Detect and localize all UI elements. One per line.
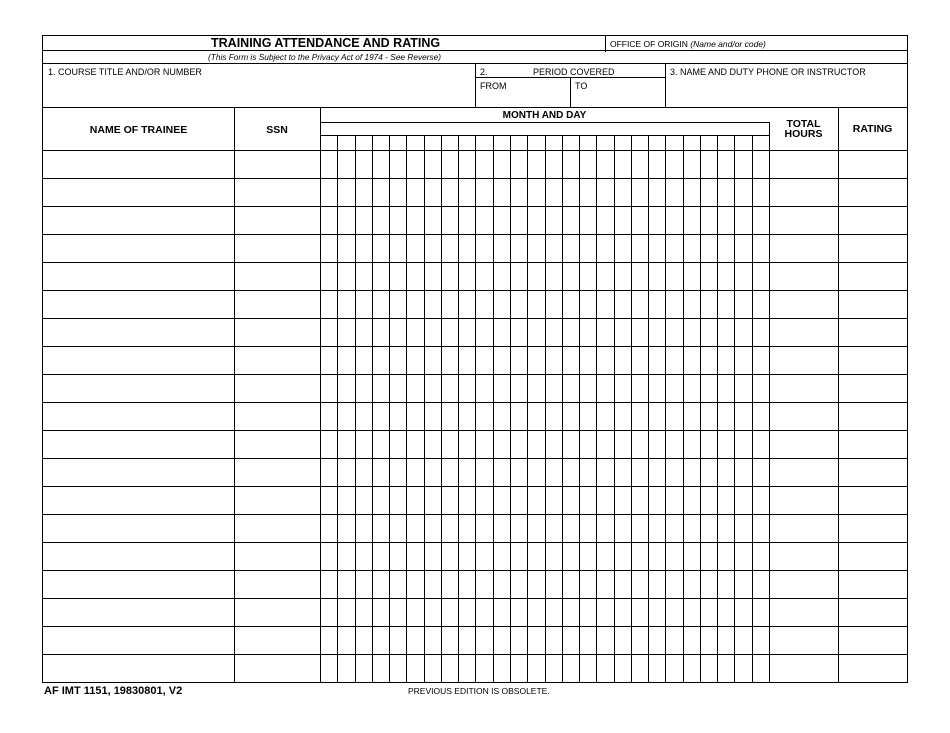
total-hours-header: TOTAL HOURS (784, 118, 823, 140)
trainee-name-cell[interactable] (44, 263, 234, 290)
trainee-name-cell[interactable] (44, 599, 234, 626)
trainee-name-cell[interactable] (44, 571, 234, 598)
rating-cell[interactable] (839, 151, 907, 178)
trainee-ssn-cell[interactable] (235, 375, 320, 402)
trainee-name-cell[interactable] (44, 403, 234, 430)
total-hours-cell[interactable] (770, 571, 838, 598)
trainee-name-cell[interactable] (44, 347, 234, 374)
trainee-ssn-cell[interactable] (235, 263, 320, 290)
rating-cell[interactable] (839, 179, 907, 206)
trainee-ssn-cell[interactable] (235, 403, 320, 430)
rating-header: RATING (852, 123, 893, 135)
rating-cell[interactable] (839, 207, 907, 234)
trainee-name-cell[interactable] (44, 515, 234, 542)
training-attendance-form (42, 35, 908, 683)
trainee-name-cell[interactable] (44, 207, 234, 234)
total-hours-cell[interactable] (770, 487, 838, 514)
total-hours-cell[interactable] (770, 655, 838, 682)
rating-cell[interactable] (839, 403, 907, 430)
from-label: FROM (480, 81, 507, 91)
trainee-ssn-cell[interactable] (235, 655, 320, 682)
trainee-name-cell[interactable] (44, 627, 234, 654)
trainee-ssn-cell[interactable] (235, 347, 320, 374)
rating-cell[interactable] (839, 459, 907, 486)
trainee-name-cell[interactable] (44, 235, 234, 262)
total-hours-cell[interactable] (770, 627, 838, 654)
rating-cell[interactable] (839, 347, 907, 374)
total-hours-cell[interactable] (770, 263, 838, 290)
rating-cell[interactable] (839, 627, 907, 654)
trainee-ssn-cell[interactable] (235, 543, 320, 570)
rating-cell[interactable] (839, 291, 907, 318)
trainee-ssn-cell[interactable] (235, 151, 320, 178)
total-hours-cell[interactable] (770, 291, 838, 318)
trainee-name-cell[interactable] (44, 151, 234, 178)
total-hours-cell[interactable] (770, 543, 838, 570)
trainee-name-cell[interactable] (44, 375, 234, 402)
rating-cell[interactable] (839, 571, 907, 598)
trainee-ssn-cell[interactable] (235, 487, 320, 514)
total-hours-cell[interactable] (770, 151, 838, 178)
month-and-day-header: MONTH AND DAY (502, 110, 587, 121)
rating-cell[interactable] (839, 487, 907, 514)
total-hours-cell[interactable] (770, 179, 838, 206)
rating-cell[interactable] (839, 263, 907, 290)
trainee-ssn-cell[interactable] (235, 571, 320, 598)
total-hours-cell[interactable] (770, 319, 838, 346)
trainee-ssn-cell[interactable] (235, 515, 320, 542)
rating-cell[interactable] (839, 431, 907, 458)
trainee-ssn-cell[interactable] (235, 319, 320, 346)
total-hours-cell[interactable] (770, 235, 838, 262)
total-hours-cell[interactable] (770, 515, 838, 542)
trainee-name-cell[interactable] (44, 487, 234, 514)
privacy-note: (This Form is Subject to the Privacy Act of 1974 - See Reverse) (208, 52, 442, 62)
total-hours-cell[interactable] (770, 403, 838, 430)
trainee-name-cell[interactable] (44, 431, 234, 458)
edition-note: PREVIOUS EDITION IS OBSOLETE. (408, 686, 550, 696)
rating-cell[interactable] (839, 319, 907, 346)
rating-cell[interactable] (839, 235, 907, 262)
form-id: AF IMT 1151, 19830801, V2 (44, 685, 183, 697)
rating-cell[interactable] (839, 655, 907, 682)
trainee-ssn-cell[interactable] (235, 207, 320, 234)
trainee-name-cell[interactable] (44, 291, 234, 318)
name-of-trainee-header: NAME OF TRAINEE (89, 124, 188, 136)
rating-cell[interactable] (839, 375, 907, 402)
total-hours-cell[interactable] (770, 207, 838, 234)
rating-cell[interactable] (839, 515, 907, 542)
office-of-origin-label: OFFICE OF ORIGIN (Name and/or code) (610, 39, 766, 49)
ssn-header: SSN (266, 124, 288, 136)
trainee-ssn-cell[interactable] (235, 459, 320, 486)
instructor-label: 3. NAME AND DUTY PHONE OR INSTRUCTOR (670, 67, 866, 77)
trainee-name-cell[interactable] (44, 179, 234, 206)
trainee-ssn-cell[interactable] (235, 235, 320, 262)
total-hours-cell[interactable] (770, 431, 838, 458)
total-hours-cell[interactable] (770, 347, 838, 374)
form-title: TRAINING ATTENDANCE AND RATING (211, 36, 441, 50)
to-label: TO (575, 81, 588, 91)
trainee-name-cell[interactable] (44, 543, 234, 570)
trainee-ssn-cell[interactable] (235, 291, 320, 318)
trainee-ssn-cell[interactable] (235, 431, 320, 458)
trainee-ssn-cell[interactable] (235, 627, 320, 654)
total-hours-cell[interactable] (770, 375, 838, 402)
period-number: 2. (480, 67, 488, 77)
trainee-ssn-cell[interactable] (235, 599, 320, 626)
total-hours-cell[interactable] (770, 459, 838, 486)
trainee-name-cell[interactable] (44, 459, 234, 486)
rating-cell[interactable] (839, 599, 907, 626)
course-title-label: 1. COURSE TITLE AND/OR NUMBER (48, 67, 202, 77)
rating-cell[interactable] (839, 543, 907, 570)
trainee-name-cell[interactable] (44, 319, 234, 346)
trainee-name-cell[interactable] (44, 655, 234, 682)
period-covered-label: PERIOD COVERED (533, 67, 615, 77)
trainee-ssn-cell[interactable] (235, 179, 320, 206)
total-hours-cell[interactable] (770, 599, 838, 626)
